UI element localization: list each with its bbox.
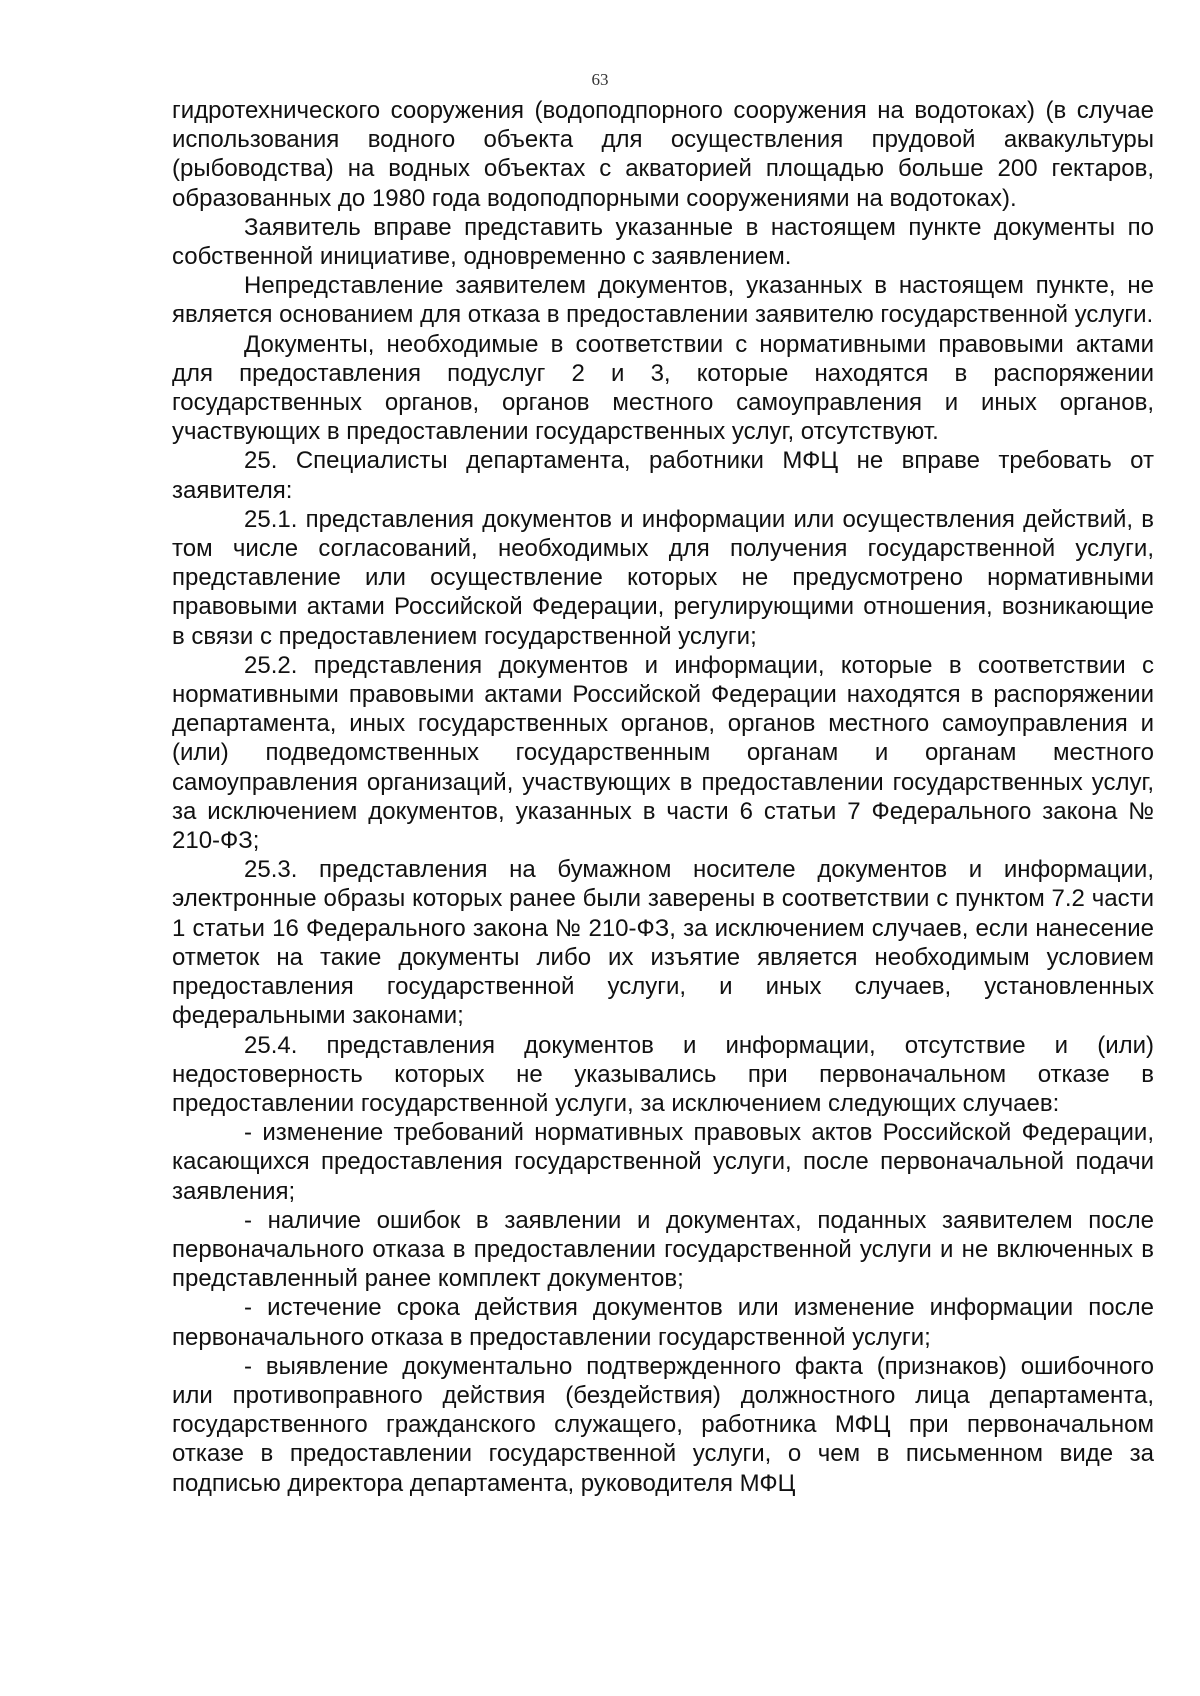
page-number: 63	[591, 70, 609, 89]
paragraph-clause-25-3: 25.3. представления на бумажном носителе документов и информации, электронные образы которых ранее были заверены в соответствии с пунктом 7.2 части 1 статьи 16 Федерального закона № 210-ФЗ, за исключением случаев, если нанесение отметок на такие документы либо их изъятие является необходимым условием предоставления государственной услуги, и иных случаев, установленных федеральными законами;	[172, 856, 1154, 1030]
paragraph-clause-25-4: 25.4. представления документов и информации, отсутствие и (или) недостоверность которых не указывались при первоначальном отказе в предоставлении государственной услуги, за исключением следующих случаев:	[172, 1031, 1154, 1117]
paragraph: Непредставление заявителем документов, указанных в настоящем пункте, не является основанием для отказа в предоставлении заявителю государственной услуги.	[172, 272, 1154, 329]
paragraph-clause-25-2: 25.2. представления документов и информации, которые в соответствии с нормативными правовыми актами Российской Федерации находятся в распоряжении департамента, иных государственных органов, органов местного самоуправления и (или) подведомственных государственным органам и органам местного самоуправления организаций, участвующих в предоставлении государственных услуг, за исключением документов, указанных в части 6 статьи 7 Федерального закона № 210-ФЗ;	[172, 651, 1154, 855]
paragraph: Заявитель вправе представить указанные в настоящем пункте документы по собственной инициативе, одновременно с заявлением.	[172, 213, 1154, 271]
document-body	[172, 96, 1154, 1498]
list-item: - истечение срока действия документов или изменение информации после первоначального отказа в предоставлении государственной услуги;	[172, 1294, 1154, 1351]
paragraph-clause-25: 25. Специалисты департамента, работники МФЦ не вправе требовать от заявителя:	[172, 447, 1154, 504]
list-item: - выявление документально подтвержденного факта (признаков) ошибочного или противоправного действия (бездействия) должностного лица департамента, государственного гражданского служащего, работника МФЦ при первоначальном отказе в предоставлении государственной услуги, о чем в письменном виде за подписью директора департамента, руководителя МФЦ	[172, 1352, 1154, 1497]
list-item: - изменение требований нормативных правовых актов Российской Федерации, касающихся предоставления государственной услуги, после первоначальной подачи заявления;	[172, 1119, 1154, 1205]
list-item: - наличие ошибок в заявлении и документах, поданных заявителем после первоначального отказа в предоставлении государственной услуги и не включенных в представленный ранее комплект документов;	[172, 1206, 1154, 1293]
paragraph-clause-25-1: 25.1. представления документов и информации или осуществления действий, в том числе согласований, необходимых для получения государственной услуги, представление или осуществление которых не предусмотрено нормативными правовыми актами Российской Федерации, регулирующими отношения, возникающие в связи с предоставлением государственной услуги;	[172, 505, 1154, 650]
paragraph-continuation: гидротехнического сооружения (водоподпорного сооружения на водотоках) (в случае использования водного объекта для осуществления прудовой аквакультуры (рыбоводства) на водных объектах с акваторией площадью больше 200 гектаров, образованных до 1980 года водоподпорными сооружениями на водотоках).	[172, 97, 1154, 212]
paragraph: Документы, необходимые в соответствии с нормативными правовыми актами для предоставления подуслуг 2 и 3, которые находятся в распоряжении государственных органов, органов местного самоуправления и иных органов, участвующих в предоставлении государственных услуг, отсутствуют.	[172, 330, 1154, 446]
